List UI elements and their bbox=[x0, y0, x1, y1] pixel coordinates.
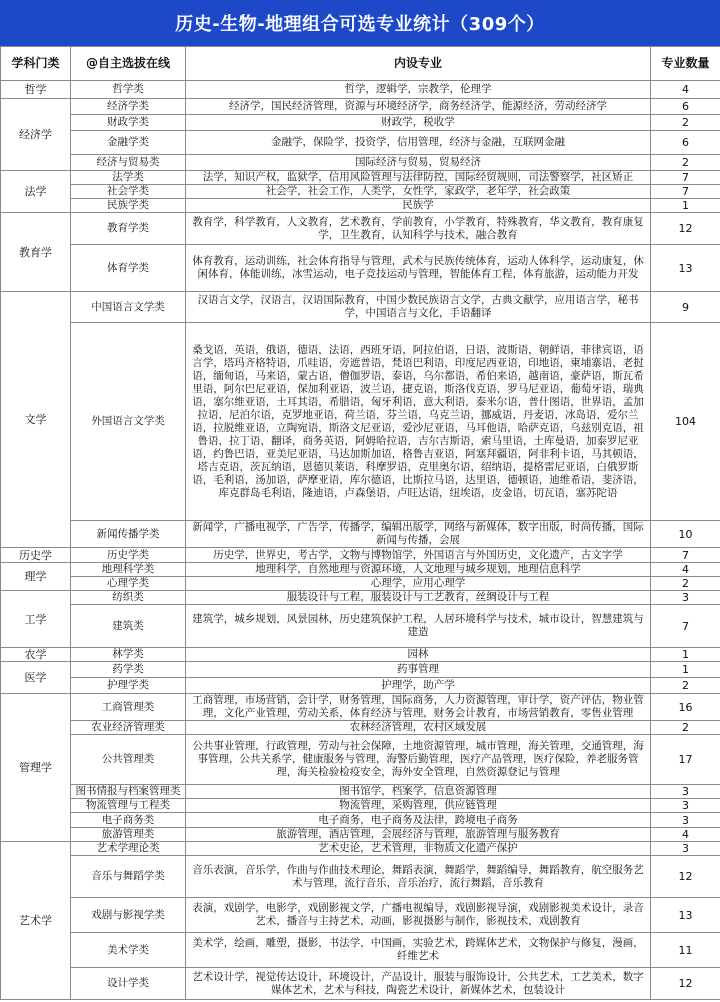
table-row bbox=[1, 694, 720, 721]
table-row bbox=[1, 563, 720, 577]
table-row bbox=[1, 721, 720, 735]
count-cell: 4 bbox=[651, 828, 720, 842]
majors-cell: 国际经济与贸易，贸易经济 bbox=[186, 155, 651, 171]
header-specialty-class: @自主选拔在线 bbox=[71, 47, 186, 81]
majors-cell: 图书馆学，档案学，信息资源管理 bbox=[186, 785, 651, 799]
count-cell: 2 bbox=[651, 721, 720, 735]
count-cell: 3 bbox=[651, 591, 720, 605]
count-cell: 7 bbox=[651, 171, 720, 185]
majors-cell: 艺术设计学，视觉传达设计，环境设计，产品设计，服装与服饰设计，公共艺术，工艺美术，数字媒体艺术，艺术与科技，陶瓷艺术设计，新媒体艺术，包装设计 bbox=[186, 968, 651, 1000]
table-row bbox=[1, 115, 720, 131]
majors-cell: 电子商务，电子商务及法律，跨境电子商务 bbox=[186, 813, 651, 828]
count-cell: 16 bbox=[651, 694, 720, 721]
majors-cell: 民族学 bbox=[186, 199, 651, 213]
specialty-class-cell: 设计学类 bbox=[71, 968, 186, 1000]
specialty-class-cell: 药学类 bbox=[71, 662, 186, 678]
count-cell: 11 bbox=[651, 933, 720, 968]
table-row bbox=[1, 856, 720, 898]
specialty-class-cell: 农业经济管理类 bbox=[71, 721, 186, 735]
specialty-class-cell: 美术学类 bbox=[71, 933, 186, 968]
majors-table bbox=[0, 46, 720, 1000]
category-cell: 教育学 bbox=[1, 213, 71, 292]
count-cell: 6 bbox=[651, 99, 720, 115]
majors-cell: 药事管理 bbox=[186, 662, 651, 678]
category-cell: 法学 bbox=[1, 171, 71, 213]
table-row bbox=[1, 155, 720, 171]
specialty-class-cell: 电子商务类 bbox=[71, 813, 186, 828]
table-row bbox=[1, 199, 720, 213]
majors-cell: 服装设计与工程，服装设计与工艺教育，丝绸设计与工程 bbox=[186, 591, 651, 605]
count-cell: 3 bbox=[651, 842, 720, 856]
table-row bbox=[1, 813, 720, 828]
majors-cell: 艺术史论，艺术管理，非物质文化遗产保护 bbox=[186, 842, 651, 856]
table-row bbox=[1, 933, 720, 968]
count-cell: 10 bbox=[651, 521, 720, 548]
category-cell: 工学 bbox=[1, 591, 71, 648]
count-cell: 12 bbox=[651, 968, 720, 1000]
count-cell: 7 bbox=[651, 185, 720, 199]
specialty-class-cell: 教育学类 bbox=[71, 213, 186, 245]
specialty-class-cell: 艺术学理论类 bbox=[71, 842, 186, 856]
table-title: 历史-生物-地理组合可选专业统计（309个） bbox=[0, 0, 720, 46]
count-cell: 1 bbox=[651, 199, 720, 213]
specialty-class-cell: 体育学类 bbox=[71, 245, 186, 292]
specialty-class-cell: 工商管理类 bbox=[71, 694, 186, 721]
specialty-class-cell: 哲学类 bbox=[71, 81, 186, 99]
category-cell: 历史学 bbox=[1, 548, 71, 563]
table-row bbox=[1, 521, 720, 548]
specialty-class-cell: 纺织类 bbox=[71, 591, 186, 605]
table-row bbox=[1, 842, 720, 856]
majors-cell: 汉语言文学，汉语言，汉语国际教育，中国少数民族语言文学，古典文献学，应用语言学，秘书学，中国语言与文化，手语翻译 bbox=[186, 292, 651, 323]
specialty-class-cell: 物流管理与工程类 bbox=[71, 799, 186, 813]
majors-cell: 音乐表演，音乐学，作曲与作曲技术理论，舞蹈表演，舞蹈学，舞蹈编导，舞蹈教育，航空服务艺术与管理，流行音乐，音乐治疗，流行舞蹈，音乐教育 bbox=[186, 856, 651, 898]
specialty-class-cell: 法学类 bbox=[71, 171, 186, 185]
majors-cell: 农林经济管理，农村区域发展 bbox=[186, 721, 651, 735]
majors-cell: 护理学，助产学 bbox=[186, 678, 651, 694]
table-row bbox=[1, 799, 720, 813]
specialty-class-cell: 音乐与舞蹈学类 bbox=[71, 856, 186, 898]
specialty-class-cell: 公共管理类 bbox=[71, 735, 186, 785]
majors-cell: 工商管理，市场营销，会计学，财务管理，国际商务，人力资源管理，审计学，资产评估，物业管理，文化产业管理，劳动关系，体育经济与管理，财务会计教育，市场营销教育，零售业管理 bbox=[186, 694, 651, 721]
category-cell: 医学 bbox=[1, 662, 71, 694]
majors-cell: 财政学，税收学 bbox=[186, 115, 651, 131]
category-cell: 艺术学 bbox=[1, 842, 71, 1000]
majors-cell: 物流管理，采购管理，供应链管理 bbox=[186, 799, 651, 813]
count-cell: 12 bbox=[651, 213, 720, 245]
majors-cell: 历史学，世界史，考古学，文物与博物馆学，外国语言与外国历史，文化遗产，古文字学 bbox=[186, 548, 651, 563]
table-row bbox=[1, 292, 720, 323]
majors-cell: 建筑学，城乡规划，风景园林，历史建筑保护工程，人居环境科学与技术，城市设计，智慧建筑与建造 bbox=[186, 605, 651, 648]
majors-cell: 桑戈语，英语，俄语，德语，法语，西班牙语，阿拉伯语，日语，波斯语，朝鲜语，菲律宾语，语言学，塔玛齐格特语，爪哇语，旁遮普语，梵语巴利语，印度尼西亚语，印地语，柬埔寨语，老挝语，缅甸语，马来语，蒙古语，僧伽罗语，泰语，乌尔都语，希伯来语，越南语，豪萨语，斯瓦希里语，阿尔巴尼亚语，保加利亚语，波兰语，捷克语，斯洛伐克语，罗马尼亚语，葡萄牙语，瑞典语，塞尔维亚语，土耳其语，希腊语，匈牙利语，意大利语，泰米尔语，普什图语，世界语，孟加拉语，尼泊尔语，克罗地亚语，荷兰语，芬兰语，乌克兰语，挪威语，丹麦语，冰岛语，爱尔兰语，拉脱维亚语，立陶宛语，斯洛文尼亚语，爱沙尼亚语，马耳他语，哈萨克语，乌兹别克语，祖鲁语，拉丁语，翻译，商务英语，阿姆哈拉语，吉尔吉斯语，索马里语，土库曼语，加泰罗尼亚语，约鲁巴语，亚美尼亚语，马达加斯加语，格鲁吉亚语，阿塞拜疆语，阿非利卡语，马其顿语，塔吉克语，茨瓦纳语，恩德贝莱语，科摩罗语，克里奥尔语，绍纳语，提格雷尼亚语，白俄罗斯语，毛利语，汤加语，萨摩亚语，库尔德语，比斯拉马语，达里语，德顿语，迪维希语，斐济语，库克群岛毛利语，隆迪语，卢森堡语，卢旺达语，纽埃语，皮金语，切瓦语，塞苏陀语 bbox=[186, 323, 651, 521]
category-cell: 经济学 bbox=[1, 99, 71, 171]
table-row bbox=[1, 678, 720, 694]
category-cell: 管理学 bbox=[1, 694, 71, 842]
count-cell: 2 bbox=[651, 678, 720, 694]
majors-cell: 表演，戏剧学，电影学，戏剧影视文学，广播电视编导，戏剧影视导演，戏剧影视美术设计，录音艺术，播音与主持艺术，动画，影视摄影与制作，影视技术，戏剧教育 bbox=[186, 898, 651, 933]
count-cell: 9 bbox=[651, 292, 720, 323]
majors-cell: 美术学，绘画，雕塑，摄影，书法学，中国画，实验艺术，跨媒体艺术，文物保护与修复，漫画，纤维艺术 bbox=[186, 933, 651, 968]
table-row bbox=[1, 185, 720, 199]
majors-cell: 地理科学，自然地理与资源环境，人文地理与城乡规划，地理信息科学 bbox=[186, 563, 651, 577]
majors-cell: 新闻学，广播电视学，广告学，传播学，编辑出版学，网络与新媒体，数字出版，时尚传播，国际新闻与传播，会展 bbox=[186, 521, 651, 548]
majors-cell: 公共事业管理，行政管理，劳动与社会保障，土地资源管理，城市管理，海关管理，交通管理，海事管理，公共关系学，健康服务与管理，海警后勤管理，医疗产品管理，医疗保险，养老服务管理，海关检验检疫安全，海外安全管理，自然资源登记与管理 bbox=[186, 735, 651, 785]
specialty-class-cell: 金融学类 bbox=[71, 131, 186, 155]
table-row bbox=[1, 785, 720, 799]
count-cell: 13 bbox=[651, 245, 720, 292]
majors-cell: 金融学，保险学，投资学，信用管理，经济与金融，互联网金融 bbox=[186, 131, 651, 155]
table-row bbox=[1, 131, 720, 155]
count-cell: 2 bbox=[651, 115, 720, 131]
specialty-class-cell: 护理学类 bbox=[71, 678, 186, 694]
count-cell: 3 bbox=[651, 799, 720, 813]
table-row bbox=[1, 735, 720, 785]
specialty-class-cell: 林学类 bbox=[71, 648, 186, 662]
majors-cell: 心理学，应用心理学 bbox=[186, 577, 651, 591]
count-cell: 2 bbox=[651, 577, 720, 591]
category-cell: 农学 bbox=[1, 648, 71, 662]
specialty-class-cell: 图书情报与档案管理类 bbox=[71, 785, 186, 799]
specialty-class-cell: 旅游管理类 bbox=[71, 828, 186, 842]
count-cell: 4 bbox=[651, 563, 720, 577]
table-row bbox=[1, 648, 720, 662]
majors-cell: 教育学，科学教育，人文教育，艺术教育，学前教育，小学教育，特殊教育，华文教育，教育康复学，卫生教育，认知科学与技术，融合教育 bbox=[186, 213, 651, 245]
count-cell: 1 bbox=[651, 662, 720, 678]
specialty-class-cell: 财政学类 bbox=[71, 115, 186, 131]
table-row bbox=[1, 245, 720, 292]
majors-cell: 体育教育，运动训练，社会体育指导与管理，武术与民族传统体育，运动人体科学，运动康复，休闲体育，体能训练，冰雪运动，电子竞技运动与管理，智能体育工程，体育旅游，运动能力开发 bbox=[186, 245, 651, 292]
majors-cell: 经济学，国民经济管理，资源与环境经济学，商务经济学，能源经济，劳动经济学 bbox=[186, 99, 651, 115]
header-majors: 内设专业 bbox=[186, 47, 651, 81]
category-cell: 哲学 bbox=[1, 81, 71, 99]
count-cell: 17 bbox=[651, 735, 720, 785]
table-row bbox=[1, 662, 720, 678]
table-row bbox=[1, 213, 720, 245]
majors-cell: 哲学，逻辑学，宗教学，伦理学 bbox=[186, 81, 651, 99]
count-cell: 2 bbox=[651, 155, 720, 171]
majors-cell: 旅游管理，酒店管理，会展经济与管理，旅游管理与服务教育 bbox=[186, 828, 651, 842]
header-category: 学科门类 bbox=[1, 47, 71, 81]
specialty-class-cell: 外国语言文学类 bbox=[71, 323, 186, 521]
specialty-class-cell: 经济学类 bbox=[71, 99, 186, 115]
table-row bbox=[1, 323, 720, 521]
count-cell: 13 bbox=[651, 898, 720, 933]
table-row bbox=[1, 99, 720, 115]
specialty-class-cell: 社会学类 bbox=[71, 185, 186, 199]
specialty-class-cell: 历史学类 bbox=[71, 548, 186, 563]
table-row bbox=[1, 548, 720, 563]
count-cell: 4 bbox=[651, 81, 720, 99]
specialty-class-cell: 经济与贸易类 bbox=[71, 155, 186, 171]
specialty-class-cell: 中国语言文学类 bbox=[71, 292, 186, 323]
table-row bbox=[1, 605, 720, 648]
majors-cell: 社会学，社会工作，人类学，女性学，家政学，老年学，社会政策 bbox=[186, 185, 651, 199]
category-cell: 文学 bbox=[1, 292, 71, 548]
category-cell: 理学 bbox=[1, 563, 71, 591]
table-row bbox=[1, 591, 720, 605]
table-row bbox=[1, 577, 720, 591]
table-row bbox=[1, 171, 720, 185]
table-row bbox=[1, 968, 720, 1000]
majors-cell: 法学，知识产权，监狱学，信用风险管理与法律防控，国际经贸规则，司法警察学，社区矫正 bbox=[186, 171, 651, 185]
header-count: 专业数量 bbox=[651, 47, 720, 81]
count-cell: 104 bbox=[651, 323, 720, 521]
count-cell: 3 bbox=[651, 813, 720, 828]
header-row bbox=[1, 47, 720, 81]
specialty-class-cell: 地理科学类 bbox=[71, 563, 186, 577]
count-cell: 12 bbox=[651, 856, 720, 898]
specialty-class-cell: 建筑类 bbox=[71, 605, 186, 648]
table-row bbox=[1, 81, 720, 99]
specialty-class-cell: 民族学类 bbox=[71, 199, 186, 213]
specialty-class-cell: 心理学类 bbox=[71, 577, 186, 591]
table-row bbox=[1, 828, 720, 842]
count-cell: 1 bbox=[651, 648, 720, 662]
count-cell: 7 bbox=[651, 548, 720, 563]
majors-cell: 园林 bbox=[186, 648, 651, 662]
count-cell: 6 bbox=[651, 131, 720, 155]
specialty-class-cell: 新闻传播学类 bbox=[71, 521, 186, 548]
count-cell: 3 bbox=[651, 785, 720, 799]
specialty-class-cell: 戏剧与影视学类 bbox=[71, 898, 186, 933]
count-cell: 7 bbox=[651, 605, 720, 648]
table-row bbox=[1, 898, 720, 933]
